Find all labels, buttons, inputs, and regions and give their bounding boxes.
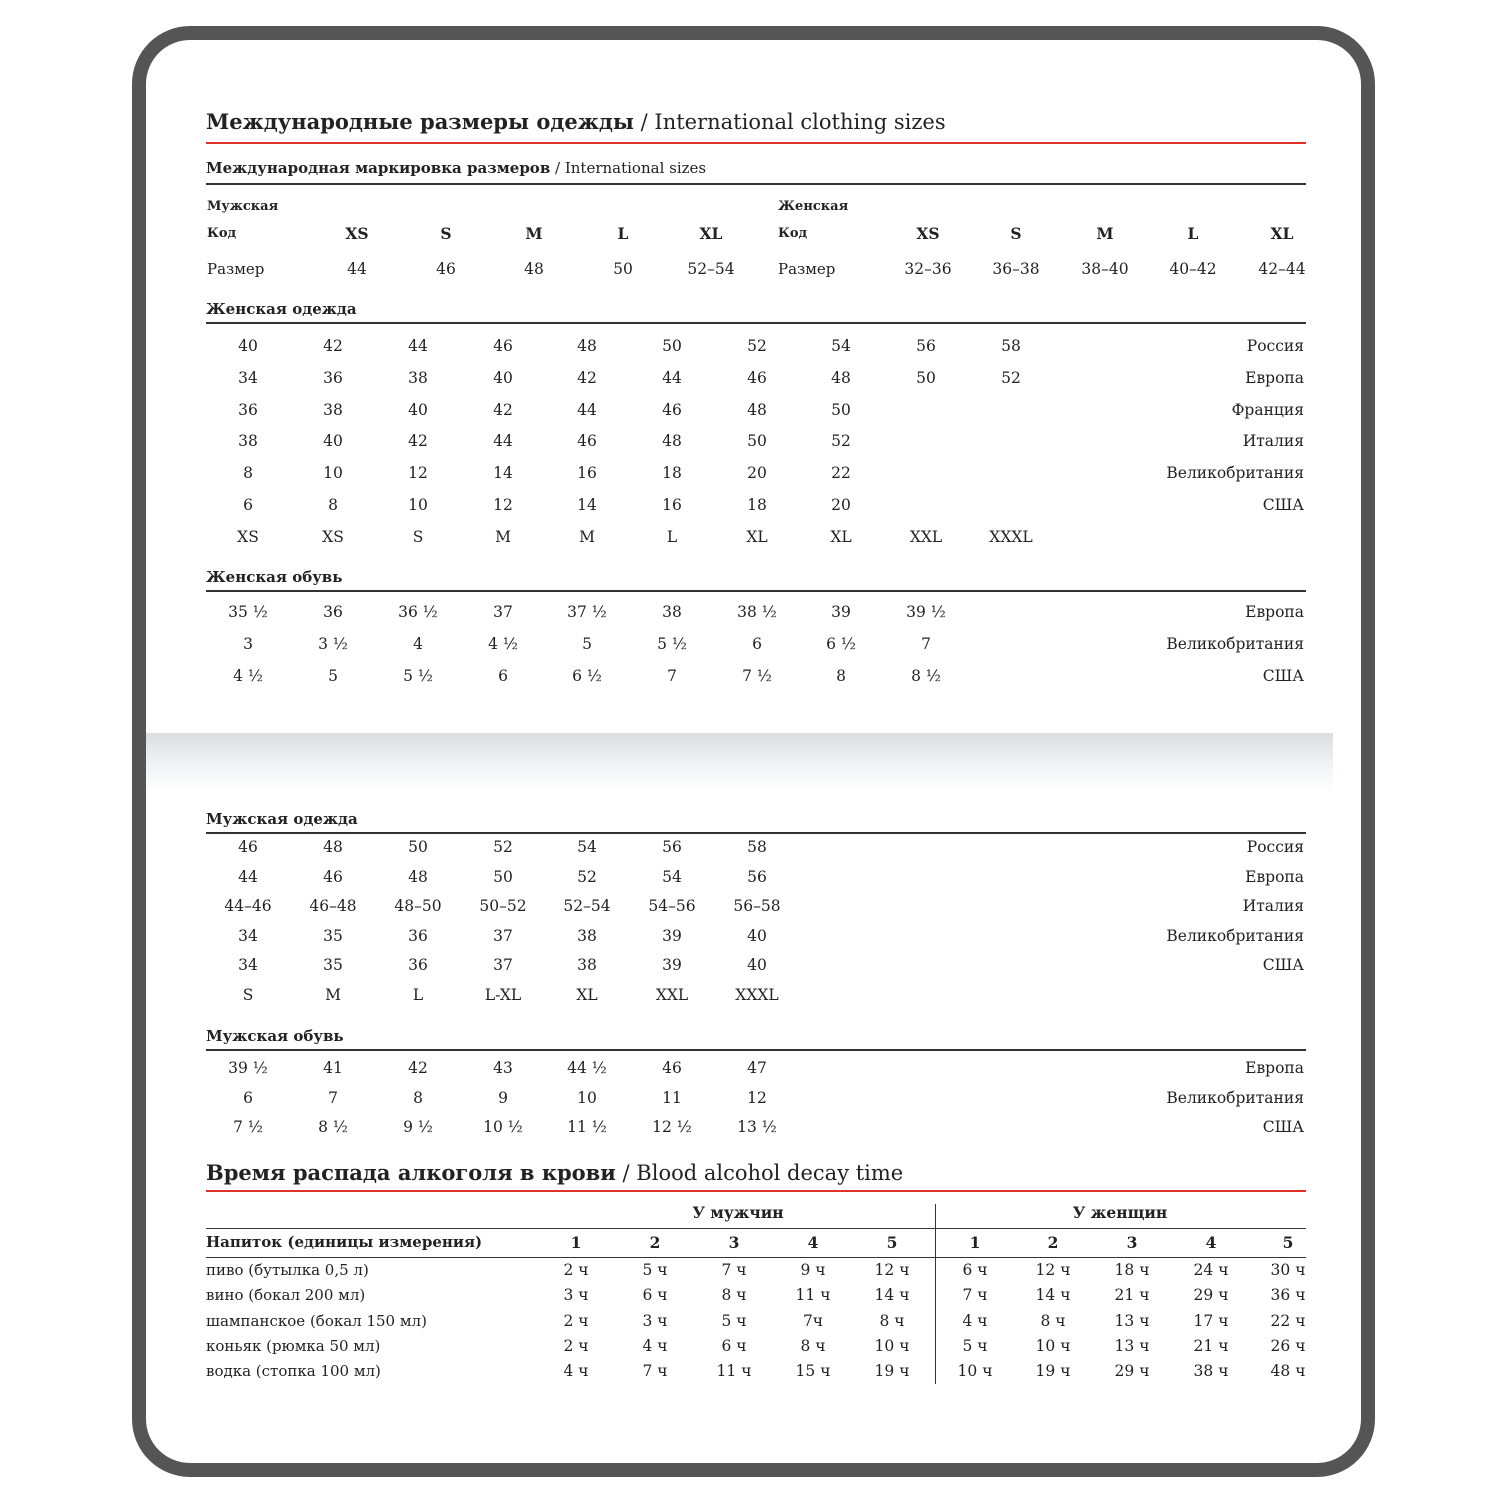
alcohol-men-unit: 2	[649, 1233, 661, 1252]
alcohol-men-cell: 15 ч	[795, 1362, 831, 1381]
size-cell: 54–56	[648, 897, 696, 915]
size-cell: 50	[916, 368, 936, 387]
size-cell: 4 ½	[488, 634, 518, 653]
row-label: Великобритания	[1166, 464, 1304, 483]
size-cell: 6	[243, 496, 253, 514]
size-cell: 8 ½	[911, 666, 941, 685]
alcohol-drink-label: водка (стопка 100 мл)	[206, 1362, 381, 1381]
alcohol-men-cell: 2 ч	[563, 1261, 589, 1279]
women-shoes-title: Женская обувь	[206, 568, 343, 586]
alcohol-men-cell: 8 ч	[721, 1286, 747, 1305]
size-cell: XL	[746, 527, 768, 546]
alcohol-men-unit: 5	[886, 1233, 898, 1252]
women-size-cell: 40–42	[1169, 260, 1217, 278]
size-cell: 48	[662, 432, 682, 451]
women-size-cell: 32–36	[904, 260, 952, 278]
alcohol-men-unit: 3	[728, 1233, 740, 1252]
alcohol-men-cell: 7 ч	[721, 1261, 747, 1279]
size-cell: 47	[747, 1059, 767, 1077]
alcohol-drink-label: коньяк (рюмка 50 мл)	[206, 1336, 381, 1355]
men-code-cell: M	[525, 224, 543, 243]
size-cell: 52	[831, 432, 851, 451]
size-cell: 8 ½	[318, 1118, 348, 1136]
men-size-cell: 46	[436, 260, 456, 278]
alcohol-women-cell: 29 ч	[1193, 1286, 1229, 1305]
alcohol-women-cell: 7 ч	[962, 1286, 988, 1305]
women-code-cell: S	[1010, 224, 1022, 243]
alcohol-men-cell: 4 ч	[642, 1336, 668, 1355]
size-cell: 38	[662, 603, 682, 621]
size-cell: 50	[493, 867, 513, 886]
size-cell: 39 ½	[906, 603, 946, 621]
alcohol-women-cell: 10 ч	[957, 1362, 993, 1381]
main-title-sep: /	[633, 110, 655, 134]
row-label: США	[1262, 666, 1304, 685]
size-cell: 56	[747, 867, 767, 886]
alcohol-women-cell: 22 ч	[1270, 1311, 1306, 1330]
men-code-cell: XL	[699, 224, 723, 243]
size-cell: 48	[323, 838, 343, 856]
size-cell: 16	[662, 496, 682, 514]
alcohol-men-unit: 4	[807, 1233, 819, 1252]
size-cell: 43	[493, 1059, 513, 1077]
men-code-label: Код	[207, 226, 237, 241]
size-cell: 4 ½	[233, 666, 263, 685]
alcohol-women-cell: 29 ч	[1114, 1362, 1150, 1381]
alcohol-women-cell: 17 ч	[1193, 1311, 1229, 1330]
alcohol-women-cell: 8 ч	[1040, 1311, 1066, 1330]
main-title-rule	[206, 142, 1306, 144]
alcohol-women-cell: 26 ч	[1270, 1336, 1306, 1355]
size-cell: 14	[577, 496, 597, 514]
size-cell: 3	[243, 634, 253, 653]
row-label: США	[1262, 1118, 1304, 1136]
alcohol-women-cell: 12 ч	[1035, 1261, 1071, 1279]
size-cell: 42	[493, 400, 513, 419]
size-cell: 39	[662, 956, 682, 974]
size-cell: 40	[747, 926, 767, 945]
alcohol-men-cell: 5 ч	[642, 1261, 668, 1279]
size-cell: 40	[323, 432, 343, 451]
size-cell: 8	[413, 1088, 423, 1107]
alcohol-men-cell: 5 ч	[721, 1311, 747, 1330]
alcohol-women-header: У женщин	[1072, 1203, 1168, 1222]
alcohol-women-cell: 18 ч	[1114, 1261, 1150, 1279]
men-size-label: Размер	[207, 260, 265, 278]
size-cell: 22	[831, 464, 851, 483]
row-label: Франция	[1231, 400, 1304, 419]
size-cell: XXXL	[735, 985, 779, 1004]
size-cell: 10	[577, 1088, 597, 1107]
size-cell: 54	[577, 838, 597, 856]
size-cell: 6 ½	[572, 666, 602, 685]
size-cell: 44	[238, 867, 258, 886]
row-label: Великобритания	[1166, 634, 1304, 653]
alcohol-units-rule	[206, 1257, 1306, 1258]
size-cell: S	[412, 527, 424, 546]
size-cell: 50	[831, 400, 851, 419]
size-cell: 20	[747, 464, 767, 483]
size-cell: 35	[323, 926, 343, 945]
size-cell: M	[325, 985, 341, 1004]
size-cell: 46–48	[309, 897, 357, 915]
size-cell: 46	[577, 432, 597, 451]
size-cell: 7	[667, 666, 677, 685]
intl-title-sep: /	[550, 159, 565, 177]
alcohol-men-cell: 11 ч	[716, 1362, 752, 1381]
size-cell: 42	[577, 368, 597, 387]
size-cell: 7 ½	[742, 666, 772, 685]
size-cell: 34	[238, 956, 258, 974]
alcohol-women-cell: 30 ч	[1270, 1261, 1306, 1279]
row-label: Россия	[1246, 337, 1304, 355]
alcohol-men-cell: 14 ч	[874, 1286, 910, 1305]
size-cell: 48–50	[394, 897, 442, 915]
size-cell: 18	[662, 464, 682, 483]
size-cell: 46	[662, 1059, 682, 1077]
alcohol-men-header: У мужчин	[692, 1203, 784, 1222]
size-cell: 12	[408, 464, 428, 483]
size-cell: 46	[662, 400, 682, 419]
women-shoes-rule	[206, 590, 1306, 592]
women-size-cell: 36–38	[992, 260, 1040, 278]
alcohol-title-en: Blood alcohol decay time	[636, 1161, 904, 1185]
women-code-cell: L	[1187, 224, 1199, 243]
men-code-cell: XS	[345, 224, 369, 243]
men-shoes-title: Мужская обувь	[206, 1027, 344, 1045]
alcohol-women-cell: 19 ч	[1035, 1362, 1071, 1381]
size-cell: 46	[493, 337, 513, 355]
size-cell: 52–54	[563, 897, 611, 915]
size-cell: 36	[408, 956, 428, 974]
size-cell: 4	[413, 634, 423, 653]
size-cell: 6 ½	[826, 634, 856, 653]
size-cell: 39 ½	[228, 1059, 268, 1077]
row-label: Великобритания	[1166, 926, 1304, 945]
size-cell: M	[579, 527, 595, 546]
men-clothing-rule	[206, 832, 1306, 834]
size-cell: 38	[577, 956, 597, 974]
size-cell: 48	[747, 400, 767, 419]
women-code-cell: M	[1096, 224, 1114, 243]
size-cell: 38	[577, 926, 597, 945]
size-cell: XS	[322, 527, 344, 546]
size-cell: 36	[323, 603, 343, 621]
main-title-en: International clothing sizes	[654, 110, 946, 134]
size-cell: 44–46	[224, 897, 272, 915]
size-cell: 52	[747, 337, 767, 355]
alcohol-title-rule	[206, 1190, 1306, 1192]
size-cell: 46	[238, 838, 258, 856]
size-cell: 7	[921, 634, 931, 653]
men-code-cell: L	[617, 224, 629, 243]
size-cell: 37	[493, 926, 513, 945]
size-cell: 39	[831, 603, 851, 621]
alcohol-men-cell: 6 ч	[642, 1286, 668, 1305]
size-cell: 34	[238, 368, 258, 387]
alcohol-women-cell: 10 ч	[1035, 1336, 1071, 1355]
size-cell: XS	[237, 527, 259, 546]
size-cell: 39	[662, 926, 682, 945]
size-cell: 7	[328, 1088, 338, 1107]
size-cell: 9	[498, 1088, 508, 1107]
size-cell: 3 ½	[318, 634, 348, 653]
size-cell: 52	[493, 838, 513, 856]
men-shoes-rule	[206, 1049, 1306, 1051]
size-cell: XXXL	[989, 527, 1033, 546]
women-code-label: Код	[778, 226, 808, 241]
size-cell: 12	[747, 1088, 767, 1107]
size-cell: L	[412, 985, 424, 1004]
alcohol-women-cell: 24 ч	[1193, 1261, 1229, 1279]
row-label: Италия	[1242, 432, 1304, 451]
size-cell: 52	[577, 867, 597, 886]
alcohol-drink-label: пиво (бутылка 0,5 л)	[206, 1261, 369, 1279]
main-title-ru: Международные размеры одежды	[206, 109, 634, 134]
size-cell: 40	[493, 368, 513, 387]
size-cell: 12 ½	[652, 1118, 692, 1136]
intl-sizes-title	[206, 159, 706, 177]
alcohol-women-cell: 38 ч	[1193, 1362, 1229, 1381]
women-size-cell: 38–40	[1081, 260, 1129, 278]
alcohol-men-cell: 2 ч	[563, 1336, 589, 1355]
men-size-cell: 52–54	[687, 260, 735, 278]
size-cell: 46	[747, 368, 767, 387]
size-cell: XL	[830, 527, 852, 546]
size-cell: 38	[238, 432, 258, 451]
size-cell: 11	[662, 1088, 682, 1107]
alcohol-men-cell: 7 ч	[642, 1362, 668, 1381]
size-cell: 58	[747, 838, 767, 856]
size-cell: XL	[576, 985, 598, 1004]
size-cell: 46	[323, 867, 343, 886]
size-cell: 44	[662, 368, 682, 387]
size-cell: 5	[328, 666, 338, 685]
alcohol-men-cell: 3 ч	[563, 1286, 589, 1305]
alcohol-men-cell: 9 ч	[800, 1261, 826, 1279]
row-label: США	[1262, 496, 1304, 514]
size-cell: 36	[408, 926, 428, 945]
size-cell: 42	[408, 1059, 428, 1077]
alcohol-women-cell: 6 ч	[962, 1261, 988, 1279]
size-cell: 41	[323, 1059, 343, 1077]
size-cell: XXL	[655, 985, 689, 1004]
size-cell: 36	[238, 400, 258, 419]
alcohol-men-cell: 3 ч	[642, 1311, 668, 1330]
row-label: Европа	[1245, 603, 1304, 621]
alcohol-women-cell: 14 ч	[1035, 1286, 1071, 1305]
size-cell: 37	[493, 956, 513, 974]
men-size-cell: 44	[347, 260, 367, 278]
row-label: Европа	[1245, 368, 1304, 387]
size-cell: 42	[323, 337, 343, 355]
size-cell: 10 ½	[483, 1118, 523, 1136]
size-cell: 6	[243, 1088, 253, 1107]
size-cell: 52	[1001, 368, 1021, 387]
size-cell: 56–58	[733, 897, 781, 915]
row-label: Европа	[1245, 867, 1304, 886]
size-cell: 5 ½	[403, 666, 433, 685]
intl-title-ru: Международная маркировка размеров	[206, 159, 551, 177]
size-cell: M	[495, 527, 511, 546]
main-title	[206, 109, 946, 134]
alcohol-women-unit: 4	[1205, 1233, 1217, 1252]
alcohol-women-unit: 3	[1126, 1233, 1138, 1252]
women-code-cell: XL	[1270, 224, 1294, 243]
women-clothing-title: Женская одежда	[206, 300, 357, 318]
size-cell: 6	[752, 634, 762, 653]
size-cell: 44	[493, 432, 513, 451]
alcohol-men-cell: 7ч	[802, 1311, 824, 1330]
alcohol-drink-header: Напиток (единицы измерения)	[206, 1233, 483, 1251]
size-cell: 58	[1001, 337, 1021, 355]
size-cell: 35 ½	[228, 603, 268, 621]
size-cell: 48	[831, 368, 851, 387]
size-cell: XXL	[909, 527, 943, 546]
size-cell: 9 ½	[403, 1118, 433, 1136]
size-cell: 54	[662, 867, 682, 886]
size-cell: 50–52	[479, 897, 527, 915]
alcohol-men-cell: 12 ч	[874, 1261, 910, 1279]
alcohol-men-cell: 6 ч	[721, 1336, 747, 1355]
size-cell: 37 ½	[567, 603, 607, 621]
women-code-cell: XS	[916, 224, 940, 243]
alcohol-women-cell: 36 ч	[1270, 1286, 1306, 1305]
size-cell: 50	[662, 337, 682, 355]
alcohol-women-cell: 21 ч	[1114, 1286, 1150, 1305]
size-cell: 38 ½	[737, 603, 777, 621]
size-cell: 11 ½	[567, 1118, 607, 1136]
alcohol-women-cell: 48 ч	[1270, 1362, 1306, 1381]
men-intl-label: Мужская	[207, 199, 279, 214]
page-fold-shadow	[146, 733, 1333, 793]
size-cell: 54	[831, 337, 851, 355]
size-cell: 6	[498, 666, 508, 685]
alcohol-title	[206, 1160, 903, 1185]
size-cell: 16	[577, 464, 597, 483]
alcohol-women-cell: 5 ч	[962, 1336, 988, 1355]
size-cell: 48	[408, 867, 428, 886]
alcohol-men-cell: 2 ч	[563, 1311, 589, 1330]
alcohol-men-cell: 8 ч	[879, 1311, 905, 1330]
size-cell: 20	[831, 496, 851, 514]
women-size-label: Размер	[778, 260, 836, 278]
size-cell: 34	[238, 926, 258, 945]
row-label: США	[1262, 956, 1304, 974]
alcohol-women-unit: 5	[1282, 1233, 1294, 1252]
alcohol-men-cell: 11 ч	[795, 1286, 831, 1305]
alcohol-title-ru: Время распада алкоголя в крови	[206, 1160, 616, 1185]
alcohol-drink-label: вино (бокал 200 мл)	[206, 1286, 366, 1305]
women-intl-label: Женская	[778, 199, 849, 214]
size-cell: 40	[238, 337, 258, 355]
men-code-cell: S	[440, 224, 452, 243]
size-cell: 50	[747, 432, 767, 451]
size-cell: 56	[916, 337, 936, 355]
size-cell: 44 ½	[567, 1059, 607, 1077]
alcohol-header-rule	[206, 1228, 1306, 1229]
alcohol-men-cell: 4 ч	[563, 1362, 589, 1381]
men-size-cell: 48	[524, 260, 544, 278]
size-cell: 44	[408, 337, 428, 355]
men-size-cell: 50	[613, 260, 633, 278]
size-cell: 7 ½	[233, 1118, 263, 1136]
alcohol-men-cell: 19 ч	[874, 1362, 910, 1381]
size-cell: 12	[493, 496, 513, 514]
row-label: Россия	[1246, 838, 1304, 856]
size-cell: 5 ½	[657, 634, 687, 653]
size-cell: 35	[323, 956, 343, 974]
size-cell: 56	[662, 838, 682, 856]
size-cell: 42	[408, 432, 428, 451]
alcohol-men-unit: 1	[570, 1233, 582, 1252]
size-cell: 40	[408, 400, 428, 419]
size-cell: 8	[328, 496, 338, 514]
size-cell: 50	[408, 838, 428, 856]
alcohol-women-cell: 4 ч	[962, 1311, 988, 1330]
alcohol-women-unit: 1	[969, 1233, 981, 1252]
size-cell: S	[242, 985, 254, 1004]
size-cell: 44	[577, 400, 597, 419]
size-cell: 40	[747, 956, 767, 974]
alcohol-men-cell: 8 ч	[800, 1336, 826, 1355]
intl-title-en: International sizes	[564, 159, 707, 177]
size-cell: 18	[747, 496, 767, 514]
size-cell: 38	[408, 368, 428, 387]
alcohol-drink-label: шампанское (бокал 150 мл)	[206, 1311, 427, 1330]
men-clothing-title: Мужская одежда	[206, 810, 358, 828]
size-cell: 5	[582, 634, 592, 653]
size-cell: 36	[323, 368, 343, 387]
size-cell: 37	[493, 603, 513, 621]
size-cell: L-XL	[484, 985, 522, 1004]
women-clothing-rule	[206, 322, 1306, 324]
size-cell: 38	[323, 400, 343, 419]
size-cell: 48	[577, 337, 597, 355]
size-cell: 8	[243, 464, 253, 483]
size-cell: 10	[323, 464, 343, 483]
row-label: Италия	[1242, 897, 1304, 915]
alcohol-women-cell: 13 ч	[1114, 1336, 1150, 1355]
alcohol-women-unit: 2	[1047, 1233, 1059, 1252]
alcohol-women-cell: 13 ч	[1114, 1311, 1150, 1330]
size-cell: 14	[493, 464, 513, 483]
row-label: Великобритания	[1166, 1088, 1304, 1107]
alcohol-title-sep: /	[615, 1161, 637, 1185]
alcohol-men-cell: 10 ч	[874, 1336, 910, 1355]
size-cell: 8	[836, 666, 846, 685]
alcohol-divider	[935, 1204, 936, 1384]
size-cell: 13 ½	[737, 1118, 777, 1136]
intl-sizes-rule	[206, 183, 1306, 185]
row-label: Европа	[1245, 1059, 1304, 1077]
size-cell: 10	[408, 496, 428, 514]
women-size-cell: 42–44	[1258, 260, 1306, 278]
size-cell: 36 ½	[398, 603, 438, 621]
alcohol-women-cell: 21 ч	[1193, 1336, 1229, 1355]
size-cell: L	[666, 527, 678, 546]
